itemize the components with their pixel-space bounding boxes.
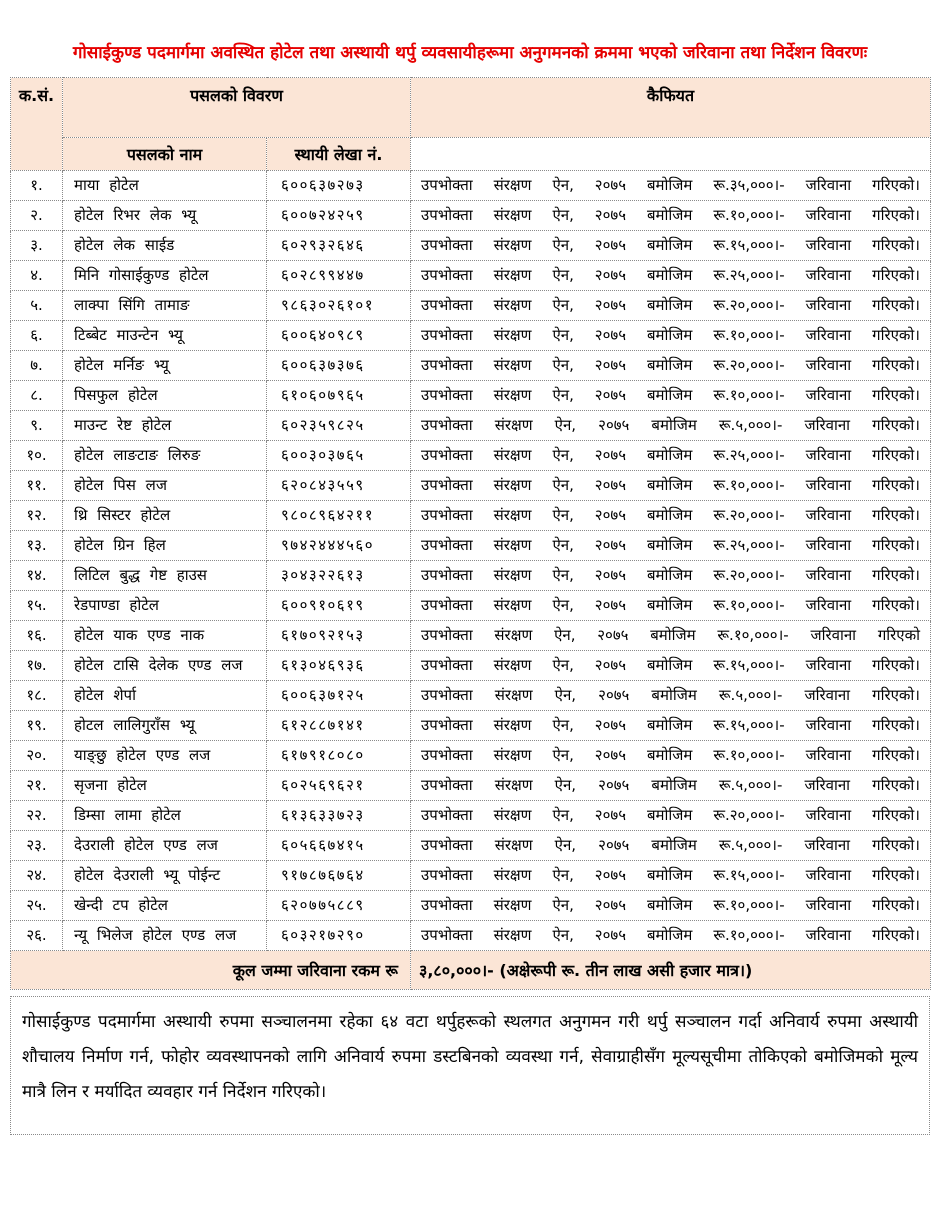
cell-pan-number: ६२०८४३५५९ [267,471,411,501]
cell-serial-number: १८. [11,681,63,711]
cell-shop-name: होटेल लेक साईड [63,231,267,261]
cell-shop-name: होटेल ग्रिन हिल [63,531,267,561]
table-row [11,351,931,381]
cell-remark: उपभोक्ता संरक्षण ऐन, २०७५ बमोजिम रू.२५,०००।- जरिवाना गरिएको। [411,531,931,561]
cell-pan-number: ६००९१०६१९ [267,591,411,621]
table-row [11,711,931,741]
cell-serial-number: २. [11,201,63,231]
cell-pan-number: ९८०८९६४२११ [267,501,411,531]
cell-shop-name: याङ्छु होटेल एण्ड लज [63,741,267,771]
table-row [11,501,931,531]
cell-shop-name: मिनि गोसाईकुण्ड होटेल [63,261,267,291]
cell-serial-number: १०. [11,441,63,471]
cell-shop-name: थ्रि सिस्टर होटेल [63,501,267,531]
table-row [11,411,931,441]
cell-serial-number: १५. [11,591,63,621]
cell-remark: उपभोक्ता संरक्षण ऐन, २०७५ बमोजिम रू.१०,०००।- जरिवाना गरिएको [411,621,931,651]
cell-remark: उपभोक्ता संरक्षण ऐन, २०७५ बमोजिम रू.२०,०००।- जरिवाना गरिएको। [411,351,931,381]
cell-pan-number: ६१२८८७१४१ [267,711,411,741]
table-row [11,291,931,321]
cell-shop-name: देउराली होटेल एण्ड लज [63,831,267,861]
cell-serial-number: २०. [11,741,63,771]
cell-serial-number: ७. [11,351,63,381]
table-footer [11,951,931,990]
cell-serial-number: १७. [11,651,63,681]
table-row [11,561,931,591]
header-pan-number: स्थायी लेखा नं. [267,138,411,171]
cell-pan-number: ६००६३७३७६ [267,351,411,381]
cell-remark: उपभोक्ता संरक्षण ऐन, २०७५ बमोजिम रू.१०,०००।- जरिवाना गरिएको। [411,891,931,921]
cell-pan-number: ६००६३७१२५ [267,681,411,711]
cell-pan-number: ९७४२४४४५६० [267,531,411,561]
table-row [11,681,931,711]
cell-serial-number: २४. [11,861,63,891]
cell-shop-name: खेन्दी टप होटेल [63,891,267,921]
cell-shop-name: न्यू भिलेज होटेल एण्ड लज [63,921,267,951]
table-row [11,441,931,471]
cell-serial-number: १. [11,171,63,201]
table-row [11,891,931,921]
cell-remark: उपभोक्ता संरक्षण ऐन, २०७५ बमोजिम रू.५,०००।- जरिवाना गरिएको। [411,831,931,861]
cell-serial-number: १४. [11,561,63,591]
cell-remark: उपभोक्ता संरक्षण ऐन, २०७५ बमोजिम रू.१०,०००।- जरिवाना गरिएको। [411,471,931,501]
table-row [11,651,931,681]
cell-pan-number: ६१३६३३७२३ [267,801,411,831]
table-row [11,261,931,291]
cell-serial-number: ९. [11,411,63,441]
fines-table [10,77,931,990]
cell-serial-number: ६. [11,321,63,351]
cell-serial-number: २६. [11,921,63,951]
cell-remark: उपभोक्ता संरक्षण ऐन, २०७५ बमोजिम रू.१०,०००।- जरिवाना गरिएको। [411,591,931,621]
cell-shop-name: रेडपाण्डा होटेल [63,591,267,621]
cell-pan-number: ६०२९३२६४६ [267,231,411,261]
cell-serial-number: २३. [11,831,63,861]
cell-pan-number: ६१३०४६९३६ [267,651,411,681]
cell-remark: उपभोक्ता संरक्षण ऐन, २०७५ बमोजिम रू.१५,०००।- जरिवाना गरिएको। [411,711,931,741]
directive-note: गोसाईकुण्ड पदमार्गमा अस्थायी रुपमा सञ्चालनमा रहेका ६४ वटा थर्पुहरूको स्थलगत अनुगमन गरी थर्पु सञ्चालन गर्दा अनिवार्य रुपमा अस्थायी शौचालय निर्माण गर्न, फोहोर व्यवस्थापनको लागि अनिवार्य रुपमा डस्टबिनको व्यवस्था गर्न, सेवाग्राहीसँग मूल्यसूचीमा तोकिएको बमोजिमको मूल्य मात्रै लिन र मर्यादित व्यवहार गर्न निर्देशन गरिएको। [10,996,930,1135]
cell-remark: उपभोक्ता संरक्षण ऐन, २०७५ बमोजिम रू.१५,०००।- जरिवाना गरिएको। [411,651,931,681]
cell-pan-number: ६०३२१७२९० [267,921,411,951]
cell-remark: उपभोक्ता संरक्षण ऐन, २०७५ बमोजिम रू.५,०००।- जरिवाना गरिएको। [411,681,931,711]
header-empty-cell [411,138,931,171]
cell-shop-name: लिटिल बुद्ध गेष्ट हाउस [63,561,267,591]
cell-remark: उपभोक्ता संरक्षण ऐन, २०७५ बमोजिम रू.१०,०००।- जरिवाना गरिएको। [411,921,931,951]
cell-shop-name: होटेल याक एण्ड नाक [63,621,267,651]
table-row [11,831,931,861]
cell-serial-number: ३. [11,231,63,261]
cell-pan-number: ३०४३२२६१३ [267,561,411,591]
table-row [11,861,931,891]
cell-shop-name: होटेल पिस लज [63,471,267,501]
cell-remark: उपभोक्ता संरक्षण ऐन, २०७५ बमोजिम रू.१०,०००।- जरिवाना गरिएको। [411,321,931,351]
table-row [11,471,931,501]
table-row [11,531,931,561]
cell-shop-name: माया होटेल [63,171,267,201]
cell-pan-number: ६००६३७२७३ [267,171,411,201]
cell-remark: उपभोक्ता संरक्षण ऐन, २०७५ बमोजिम रू.५,०००।- जरिवाना गरिएको। [411,771,931,801]
table-row [11,771,931,801]
header-remarks: कैफियत [411,78,931,138]
cell-pan-number: ९८६३०२६१०१ [267,291,411,321]
cell-pan-number: ६१७०९२१५३ [267,621,411,651]
cell-serial-number: ५. [11,291,63,321]
cell-pan-number: ६०२३५९८२५ [267,411,411,441]
table-row [11,621,931,651]
table-row [11,381,931,411]
cell-shop-name: लाक्पा सिंगि तामाङ [63,291,267,321]
cell-remark: उपभोक्ता संरक्षण ऐन, २०७५ बमोजिम रू.३५,०००।- जरिवाना गरिएको। [411,171,931,201]
cell-serial-number: ४. [11,261,63,291]
cell-shop-name: होटेल लाङटाङ लिरुङ [63,441,267,471]
total-fine-amount: ३,८०,०००।- (अक्षेरूपी रू. तीन लाख असी हजार मात्र।) [411,951,931,990]
cell-pan-number: ६००७२४२५९ [267,201,411,231]
cell-remark: उपभोक्ता संरक्षण ऐन, २०७५ बमोजिम रू.१५,०००।- जरिवाना गरिएको। [411,861,931,891]
cell-remark: उपभोक्ता संरक्षण ऐन, २०७५ बमोजिम रू.२५,०००।- जरिवाना गरिएको। [411,441,931,471]
cell-serial-number: २१. [11,771,63,801]
cell-serial-number: ८. [11,381,63,411]
cell-remark: उपभोक्ता संरक्षण ऐन, २०७५ बमोजिम रू.२०,०००।- जरिवाना गरिएको। [411,291,931,321]
cell-serial-number: २५. [11,891,63,921]
cell-pan-number: ६२०७७५८८९ [267,891,411,921]
cell-serial-number: २२. [11,801,63,831]
cell-serial-number: १२. [11,501,63,531]
cell-remark: उपभोक्ता संरक्षण ऐन, २०७५ बमोजिम रू.१०,०००।- जरिवाना गरिएको। [411,381,931,411]
cell-pan-number: ६०५६६७४१५ [267,831,411,861]
table-row [11,321,931,351]
cell-pan-number: ६०२५६९६२१ [267,771,411,801]
table-row [11,591,931,621]
cell-remark: उपभोक्ता संरक्षण ऐन, २०७५ बमोजिम रू.५,०००।- जरिवाना गरिएको। [411,411,931,441]
cell-serial-number: ११. [11,471,63,501]
cell-shop-name: होटल लालिगुराँस भ्यू [63,711,267,741]
table-row [11,921,931,951]
cell-remark: उपभोक्ता संरक्षण ऐन, २०७५ बमोजिम रू.१०,०००।- जरिवाना गरिएको। [411,741,931,771]
header-shop-name: पसलको नाम [63,138,267,171]
cell-pan-number: ६००३०३७६५ [267,441,411,471]
cell-pan-number: ९१७८७६७६४ [267,861,411,891]
cell-shop-name: सृजना होटेल [63,771,267,801]
cell-remark: उपभोक्ता संरक्षण ऐन, २०७५ बमोजिम रू.२०,०००।- जरिवाना गरिएको। [411,501,931,531]
table-row [11,801,931,831]
cell-pan-number: ६००६४०९८९ [267,321,411,351]
table-body [11,171,931,951]
cell-serial-number: १३. [11,531,63,561]
cell-shop-name: पिसफुल होटेल [63,381,267,411]
cell-shop-name: होटेल शेर्पा [63,681,267,711]
cell-pan-number: ६१७९१८०८० [267,741,411,771]
cell-serial-number: १६. [11,621,63,651]
cell-shop-name: होटेल मर्निङ भ्यू [63,351,267,381]
table-header [11,78,931,171]
header-shop-details: पसलको विवरण [63,78,411,138]
cell-pan-number: ६१०६०७९६५ [267,381,411,411]
cell-remark: उपभोक्ता संरक्षण ऐन, २०७५ बमोजिम रू.१५,०००।- जरिवाना गरिएको। [411,231,931,261]
total-fine-label: कूल जम्मा जरिवाना रकम रू [11,951,411,990]
cell-remark: उपभोक्ता संरक्षण ऐन, २०७५ बमोजिम रू.२०,०००।- जरिवाना गरिएको। [411,801,931,831]
cell-remark: उपभोक्ता संरक्षण ऐन, २०७५ बमोजिम रू.२०,०००।- जरिवाना गरिएको। [411,561,931,591]
cell-shop-name: टिब्बेट माउन्टेन भ्यू [63,321,267,351]
table-row [11,201,931,231]
cell-remark: उपभोक्ता संरक्षण ऐन, २०७५ बमोजिम रू.१०,०००।- जरिवाना गरिएको। [411,201,931,231]
cell-serial-number: १९. [11,711,63,741]
table-row [11,171,931,201]
cell-shop-name: डिम्सा लामा होटेल [63,801,267,831]
table-row [11,741,931,771]
cell-remark: उपभोक्ता संरक्षण ऐन, २०७५ बमोजिम रू.२५,०००।- जरिवाना गरिएको। [411,261,931,291]
cell-shop-name: होटेल देउराली भ्यू पोईन्ट [63,861,267,891]
page-title: गोसाईकुण्ड पदमार्गमा अवस्थित होटेल तथा अस्थायी थर्पु व्यवसायीहरूमा अनुगमनको क्रममा भएको जरिवाना तथा निर्देशन विवरणः [72,43,868,63]
header-serial-number: क.सं. [11,78,63,171]
cell-shop-name: होटेल टासि देलेक एण्ड लज [63,651,267,681]
table-row [11,231,931,261]
cell-shop-name: होटेल रिभर लेक भ्यू [63,201,267,231]
cell-pan-number: ६०२८९९४४७ [267,261,411,291]
cell-shop-name: माउन्ट रेष्ट होटेल [63,411,267,441]
